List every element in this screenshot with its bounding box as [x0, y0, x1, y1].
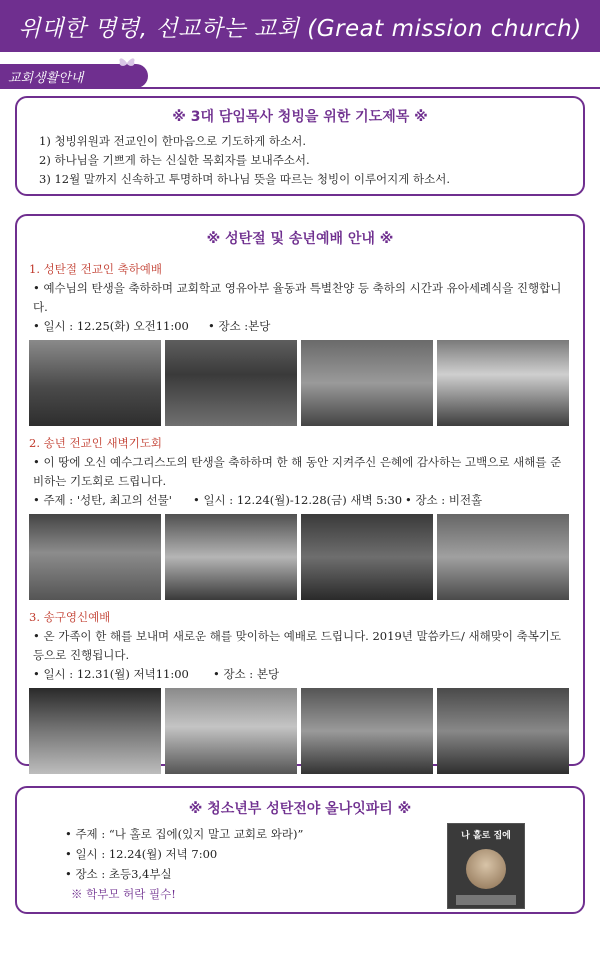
- prayer-item: 2) 하나님을 기쁘게 하는 신실한 목회자를 보내주소서.: [39, 153, 310, 167]
- photo-word-card: [165, 688, 297, 774]
- event-date: • 일시 : 12.24(월)-12.28(금) 새벽 5:30: [193, 493, 403, 507]
- event-heading: 1. 성탄절 전교인 축하예배: [29, 262, 163, 276]
- photo-congregation: [301, 514, 433, 600]
- youth-item: • 주제 : “나 홀로 집에(있지 말고 교회로 와라)”: [65, 824, 583, 844]
- event-desc: • 이 땅에 오신 예수그리스도의 탄생을 축하하며 한 해 동안 지켜주신 은혜에 감사하는 고백으로 새해를 준비하는 기도회로 드립니다.: [29, 453, 569, 491]
- prayer-item: 3) 12월 말까지 신속하고 투명하며 하나님 뜻을 따르는 청빙이 이루어지게 하소서.: [39, 172, 451, 186]
- header-title: 위대한 명령, 선교하는 교회 (Great mission church): [18, 15, 582, 42]
- photo-praying: [437, 514, 569, 600]
- prayer-item: 1) 청빙위원과 전교인이 한마음으로 기도하게 하소서.: [39, 134, 307, 148]
- photo-dawn-prayer-choir: [165, 514, 297, 600]
- youth-item: • 일시 : 12.24(월) 저녁 7:00: [65, 844, 583, 864]
- event-place: • 장소 : 본당: [213, 667, 280, 681]
- butterfly-icon: [118, 56, 136, 70]
- event-heading: 2. 송년 전교인 새벽기도회: [29, 436, 163, 450]
- section-divider: [0, 87, 600, 89]
- prayer-title: ※ 3대 담임목사 청빙을 위한 기도제목 ※: [172, 109, 428, 125]
- event-theme: • 주제 : '성탄, 최고의 선물': [33, 493, 172, 507]
- photo-children-performance: [165, 340, 297, 426]
- event-desc: • 예수님의 탄생을 축하하며 교회학교 영유아부 율동과 특별찬양 등 축하의 시간과 유아세례식을 진행합니다.: [29, 279, 569, 317]
- photo-christmas-service: [29, 340, 161, 426]
- youth-title: ※ 청소년부 성탄전야 올나잇파티 ※: [188, 801, 412, 817]
- photo-infant-baptism: [437, 340, 569, 426]
- youth-item: • 장소 : 초등3,4부실: [65, 864, 583, 884]
- youth-note: ※ 학부모 허락 필수!: [71, 887, 176, 901]
- photo-new-year-service: [29, 688, 161, 774]
- section-tag-label: 교회생활안내: [8, 70, 84, 86]
- christmas-title: ※ 성탄절 및 송년예배 안내 ※: [206, 231, 394, 247]
- photo-row: [29, 688, 569, 774]
- poster-face: [466, 849, 506, 889]
- poster-title: 나 홀로 집에: [461, 831, 511, 841]
- event-heading: 3. 송구영신예배: [29, 610, 111, 624]
- poster-caption-block: [456, 895, 516, 905]
- event-desc: • 온 가족이 한 해를 보내며 새로운 해를 맞이하는 예배로 드립니다. 2019년 말씀카드/ 새해맞이 축복기도 등으로 진행됩니다.: [29, 627, 569, 665]
- prayer-box: [15, 96, 585, 196]
- christmas-box: [15, 214, 585, 766]
- photo-dawn-prayer-stage: [29, 514, 161, 600]
- event-place: • 장소 :본당: [208, 319, 271, 333]
- event-date: • 일시 : 12.25(화) 오전11:00: [33, 319, 189, 333]
- page-header: [0, 0, 600, 52]
- movie-poster-image: [447, 823, 525, 909]
- photo-blessing-prayer: [301, 688, 433, 774]
- photo-family-worship: [437, 688, 569, 774]
- event-date: • 일시 : 12.31(월) 저녁11:00: [33, 667, 189, 681]
- event-place: • 장소 : 비전홀: [405, 493, 483, 507]
- photo-row: [29, 514, 569, 600]
- photo-row: [29, 340, 569, 426]
- photo-choir-children: [301, 340, 433, 426]
